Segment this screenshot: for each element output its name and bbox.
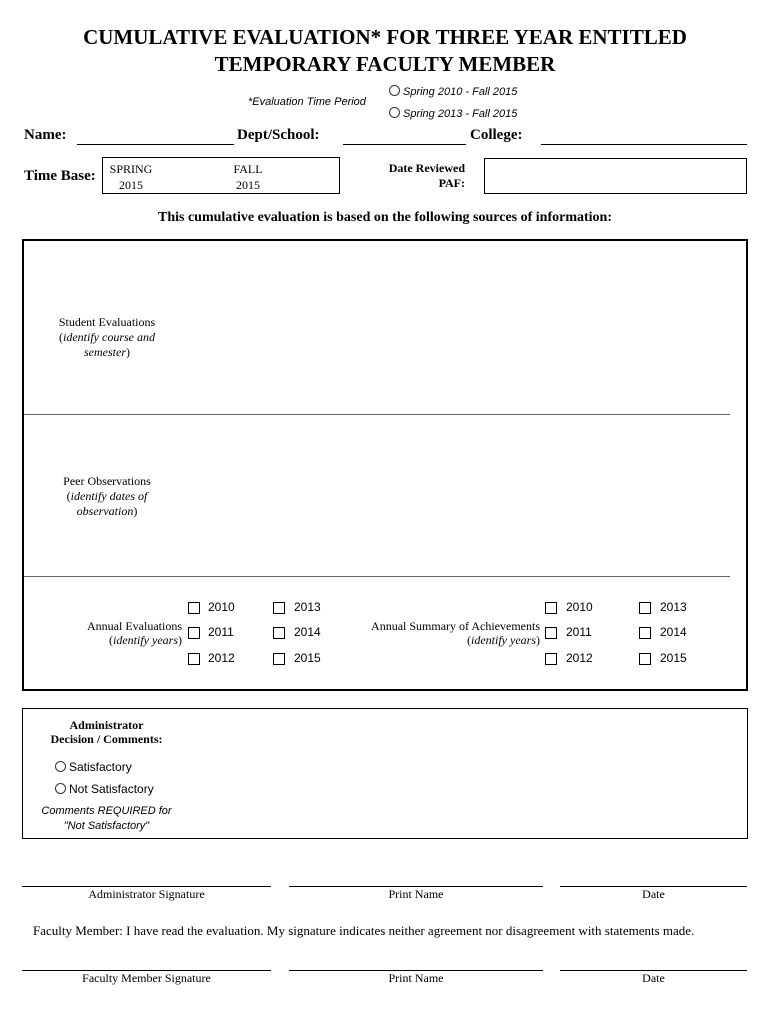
annual-summary-checkbox-2015[interactable] xyxy=(639,653,651,665)
paf-label: PAF: xyxy=(438,176,465,190)
annual-summary-label: Annual Summary of Achievements xyxy=(371,619,540,633)
admin-option-not-satisfactory-label: Not Satisfactory xyxy=(69,782,154,796)
eval-period-option-1[interactable] xyxy=(389,85,517,98)
admin-signature-label: Administrator Signature xyxy=(88,887,205,901)
admin-heading-1: Administrator xyxy=(69,718,144,732)
annual-evals-checkbox-2011[interactable] xyxy=(188,627,200,639)
annual-summary-checkbox-2010[interactable] xyxy=(545,602,557,614)
annual-evals-checkbox-2015[interactable] xyxy=(273,653,285,665)
annual-summary-checkbox-2012[interactable] xyxy=(545,653,557,665)
admin-decision-box xyxy=(22,708,748,839)
radio-icon[interactable] xyxy=(389,107,400,118)
faculty-print-name-label: Print Name xyxy=(388,971,444,985)
dept-field[interactable] xyxy=(343,144,466,145)
peer-obs-label: Peer Observations xyxy=(63,474,151,488)
annual-evals-year-2012: 2012 xyxy=(208,651,235,665)
admin-date-label: Date xyxy=(642,887,665,901)
admin-print-name-label: Print Name xyxy=(388,887,444,901)
annual-evals-checkbox-2014[interactable] xyxy=(273,627,285,639)
peer-obs-field[interactable] xyxy=(176,421,716,571)
eval-period-label: *Evaluation Time Period xyxy=(248,96,366,108)
admin-heading-2: Decision / Comments: xyxy=(50,732,163,746)
annual-evals-label: Annual Evaluations xyxy=(87,619,182,633)
annual-evals-checkbox-2012[interactable] xyxy=(188,653,200,665)
student-evals-hint: (identify course and xyxy=(59,330,155,344)
college-label: College: xyxy=(470,127,523,143)
sources-heading: This cumulative evaluation is based on the following sources of information: xyxy=(158,210,612,225)
college-field[interactable] xyxy=(541,144,747,145)
annual-summary-year-2015: 2015 xyxy=(660,651,687,665)
spring-label: SPRING xyxy=(109,162,153,176)
admin-option-satisfactory[interactable] xyxy=(55,760,132,774)
admin-option-not-satisfactory[interactable] xyxy=(55,782,154,796)
student-evals-label: Student Evaluations xyxy=(58,315,156,329)
annual-summary-hint: (identify years) xyxy=(467,633,540,647)
date-reviewed-label: Date Reviewed xyxy=(388,161,465,175)
radio-icon[interactable] xyxy=(55,761,66,772)
page-title-line-1: CUMULATIVE EVALUATION* FOR THREE YEAR ENTITLED xyxy=(83,25,687,49)
faculty-date-label: Date xyxy=(642,971,665,985)
admin-note-1: Comments REQUIRED for xyxy=(41,805,172,817)
fall-label: FALL xyxy=(233,162,263,176)
peer-obs-hint-2: observation) xyxy=(76,504,138,518)
annual-evals-year-2013: 2013 xyxy=(294,600,321,614)
annual-summary-year-2010: 2010 xyxy=(566,600,593,614)
faculty-statement: Faculty Member: I have read the evaluation. My signature indicates neither agreement nor disagreement with statements made. xyxy=(33,923,695,938)
annual-evals-year-2015: 2015 xyxy=(294,651,321,665)
name-field[interactable] xyxy=(77,144,234,145)
divider xyxy=(24,576,730,577)
annual-summary-year-2011: 2011 xyxy=(566,625,592,639)
annual-summary-year-2012: 2012 xyxy=(566,651,593,665)
time-base-label: Time Base: xyxy=(24,168,96,184)
admin-option-satisfactory-label: Satisfactory xyxy=(69,760,132,774)
divider xyxy=(24,414,730,415)
dept-label: Dept/School: xyxy=(237,127,320,143)
eval-period-option-2-label: Spring 2013 - Fall 2015 xyxy=(403,108,518,120)
faculty-signature-label: Faculty Member Signature xyxy=(82,971,211,985)
annual-summary-year-2013: 2013 xyxy=(660,600,687,614)
annual-summary-checkbox-2014[interactable] xyxy=(639,627,651,639)
annual-evals-year-2010: 2010 xyxy=(208,600,235,614)
fall-year: 2015 xyxy=(236,178,260,192)
annual-summary-checkbox-2013[interactable] xyxy=(639,602,651,614)
page-title-line-2: TEMPORARY FACULTY MEMBER xyxy=(214,52,556,76)
admin-note-2: "Not Satisfactory" xyxy=(63,820,150,832)
radio-icon[interactable] xyxy=(389,85,400,96)
spring-year: 2015 xyxy=(119,178,143,192)
annual-evals-checkbox-2013[interactable] xyxy=(273,602,285,614)
annual-evals-checkbox-2010[interactable] xyxy=(188,602,200,614)
admin-comments-field[interactable] xyxy=(193,715,743,833)
student-evals-hint-2: semester) xyxy=(84,345,130,359)
student-evals-field[interactable] xyxy=(176,253,716,403)
annual-summary-year-2014: 2014 xyxy=(660,625,687,639)
annual-summary-checkbox-2011[interactable] xyxy=(545,627,557,639)
annual-evals-hint: (identify years) xyxy=(109,633,182,647)
eval-period-option-1-label: Spring 2010 - Fall 2015 xyxy=(403,86,518,98)
radio-icon[interactable] xyxy=(55,783,66,794)
date-reviewed-field[interactable] xyxy=(484,158,747,194)
eval-period-option-2[interactable] xyxy=(389,107,517,120)
name-label: Name: xyxy=(24,127,67,143)
annual-evals-year-2011: 2011 xyxy=(208,625,234,639)
peer-obs-hint: (identify dates of xyxy=(66,489,148,503)
time-base-box[interactable] xyxy=(102,157,340,194)
sources-box xyxy=(22,239,748,691)
annual-evals-year-2014: 2014 xyxy=(294,625,321,639)
